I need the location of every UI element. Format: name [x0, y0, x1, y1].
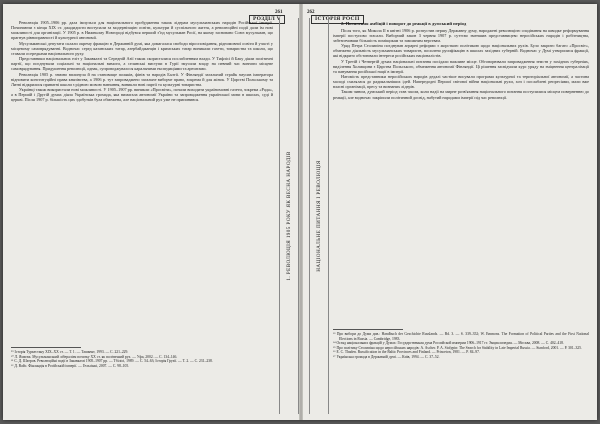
paragraph: Українці також використали нові можливості. У 1905–1907 рр. виникли «Просвіти», почали виходити україномовні газети, зокрема «Рада», а в Першій і Другій думах діяла Українська громада, яка вимагала автономії України та запровадження української мови в школах, суді й церкві. Після 1907 р. більшість цих здобутків була обмежена, але національний рух уже не припинився. — [11, 87, 273, 103]
footnote-divider — [11, 347, 81, 348]
left-side-title: 1. РЕВОЛЮЦІЯ 1905 РОКУ ЯК ВЕСНА НАРОДІВ — [286, 151, 292, 281]
section-heading: 2. Посилення амбіцій і поворот до реакції в думський період — [341, 21, 467, 26]
left-page-number: 261 — [275, 10, 283, 15]
right-side-title: НАЦІОНАЛЬНЕ ПИТАННЯ І РЕВОЛЮЦІЯ — [316, 160, 322, 272]
footnote: ⁵⁹ Історія Туркестану XIX–XX ст. — Т. 1. — Ташкент, 1993. — С. 221–229. — [11, 350, 129, 354]
left-body-text — [11, 20, 273, 103]
right-page — [303, 4, 597, 420]
footnote: ⁶⁶ E. C. Thaden. Russification in the Baltic Provinces and Finland. — Princeton, 1981. — P. 84–97. — [333, 350, 480, 355]
right-page-number: 262 — [307, 10, 315, 15]
paragraph: Мусульманські депутати склали окрему фракцію в Державній думі, яка домагалася свободи віросповідання, рідномовної освіти й участі у місцевому самоврядуванні. Водночас серед казанських татар, азербайджанців і кримських татар виникали газети, товариства та школи, що ставали осередками національного руху. — [11, 40, 273, 56]
paragraph: Революція 1905 р. значно вплинула й на становище поляків, фінів та народів Балтії. У Фінляндії загальний страйк змусив імператора відновити конституційні права князівства, а 1906 р. тут запроваджено загальне виборче право, зокрема й для жінок. У Царстві Польському та Литві відкрилися приватні школи з рідною мовою навчання, виникли нові партії та культурні товариства. — [11, 71, 273, 87]
left-footnotes — [11, 344, 273, 368]
footnote: ⁶⁴ Огляд національних фракцій у Думах: Государственная дума Российской империи 1906–1917 гг. Энциклопедия. — Москва, 2008. — С. 402–418. — [333, 341, 564, 346]
paragraph: Уряд Петра Столипіна поєднував аграрні реформи з жорсткою політикою щодо національних рухів. Було закрито багато «Просвіт», обмежено діяльність мусульманських товариств, посилено русифікацію в школах західних губерній. Водночас у Думі утворилися фракції, які відкрито обстоювали інтереси російських націоналістів. — [333, 43, 589, 59]
right-running-header: ІСТОРІЯ РОСІЇ — [311, 15, 364, 24]
footnote: ⁶¹ С. Д. Шатров. Революційні події в Закавказзі 1905–1907 рр. — Тбілісі, 1989. — С. 54–63; Історія Грузії. — Т. 2. — С. 231–238. — [11, 359, 213, 364]
footnote-divider — [333, 329, 403, 330]
left-page — [3, 4, 299, 420]
paragraph: Після того, як Микола II в квітні 1906 р. розпустив першу Державну думу, народжені революцією сподівання на швидке реформування імперії поступово згасали. Виборчий закон 3 червня 1907 р. суттєво зменшив представництво неросійських народів і робітництва, забезпечивши більшість поміщикам та заможним верствам. — [333, 27, 589, 43]
paragraph: Революція 1905–1906 рр. дала імпульси для національного пробудження також лідерам мусульманських народів Російської імперії. Починаючи з кінця XIX ст. джадидисти виступали за модернізацію освіти, культури й суспільного життя, а революційні події дали їм нові можливості для організації. У 1905 р. в Нижньому Новгороді відбувся перший з'їзд мусульман Росії, на якому засновано Союз мусульман, що прагнув рівноправності й культурної автономії. — [11, 20, 273, 41]
footnote: ⁶⁵ Про політику Столипіна щодо неросійських народів: A. Ascher. P. A. Stolypin: The Search for Stability in Late Imperial Russia. — Stanford, 2001. — P. 301–325. — [333, 345, 582, 350]
right-body-text — [333, 20, 589, 100]
right-footnotes — [333, 326, 589, 359]
paragraph: Натомість представники неросійських народів дедалі частіше висували програми культурної та територіальної автономії, а частина молоді схилялася до радикальніших ідей. Напередодні Першої світової війни національні рухи, хоч і послаблені репресіями, мали вже власні організації, пресу та визнаних лідерів. — [333, 74, 589, 90]
footnote: ⁶³ Про вибори до Думи див.: Handbuch der Geschichte Russlands. — Bd. 3. — S. 339–352; W. Emmons. The Formation of Political Parties and the First National Elections in Russia. — Cambridge, 1983. — [333, 332, 589, 341]
book-spread — [3, 4, 597, 420]
paragraph: Таким чином, думський період став часом, коли надії на мирне розв'язання національного питання поступилися місцем поверненню до реакції, але водночас закріпили політичний досвід, набутий народами імперії під час революції. — [333, 89, 589, 100]
footnote: ⁶² Д. Вайс. Фінляндія в Російській імперії. — Гельсінкі, 2007. — С. 98–105. — [11, 363, 130, 368]
footnote: ⁶⁷ Українська громада в Державній думі. — Київ, 1994. — С. 37–52. — [333, 354, 440, 359]
paragraph: У Третій і Четвертій думах національні питання посідали важливе місце. Обговорювали запровадження земств у західних губерніях, виділення Холмщини з Царства Польського, обмеження автономії Фінляндії. Ці рішення засвідчили курс уряду на зміцнення централізації та панування російської нації в імперії. — [333, 58, 589, 74]
left-side-strip — [279, 18, 299, 414]
left-running-header: РОЗДІЛ V — [249, 15, 285, 24]
footnote: ⁶⁰ Л. Ямаєва. Мусульманський лібералізм початку XX ст. як політичний рух. — Уфа, 2002. — С. 134–146. — [11, 354, 178, 359]
right-side-strip — [309, 18, 329, 414]
paragraph: Представники національних еліт у Закавказзі та Середній Азії також скористалися послабленням влади. У Тифлісі й Баку діяли політичні партії, що поєднували соціальні та національні вимоги, а селянські виступи в Гурії змусили владу на певний час визнати місцеве самоврядування. Придушення революції, однак, супроводжувалося каральними експедиціями та арештами. — [11, 56, 273, 72]
